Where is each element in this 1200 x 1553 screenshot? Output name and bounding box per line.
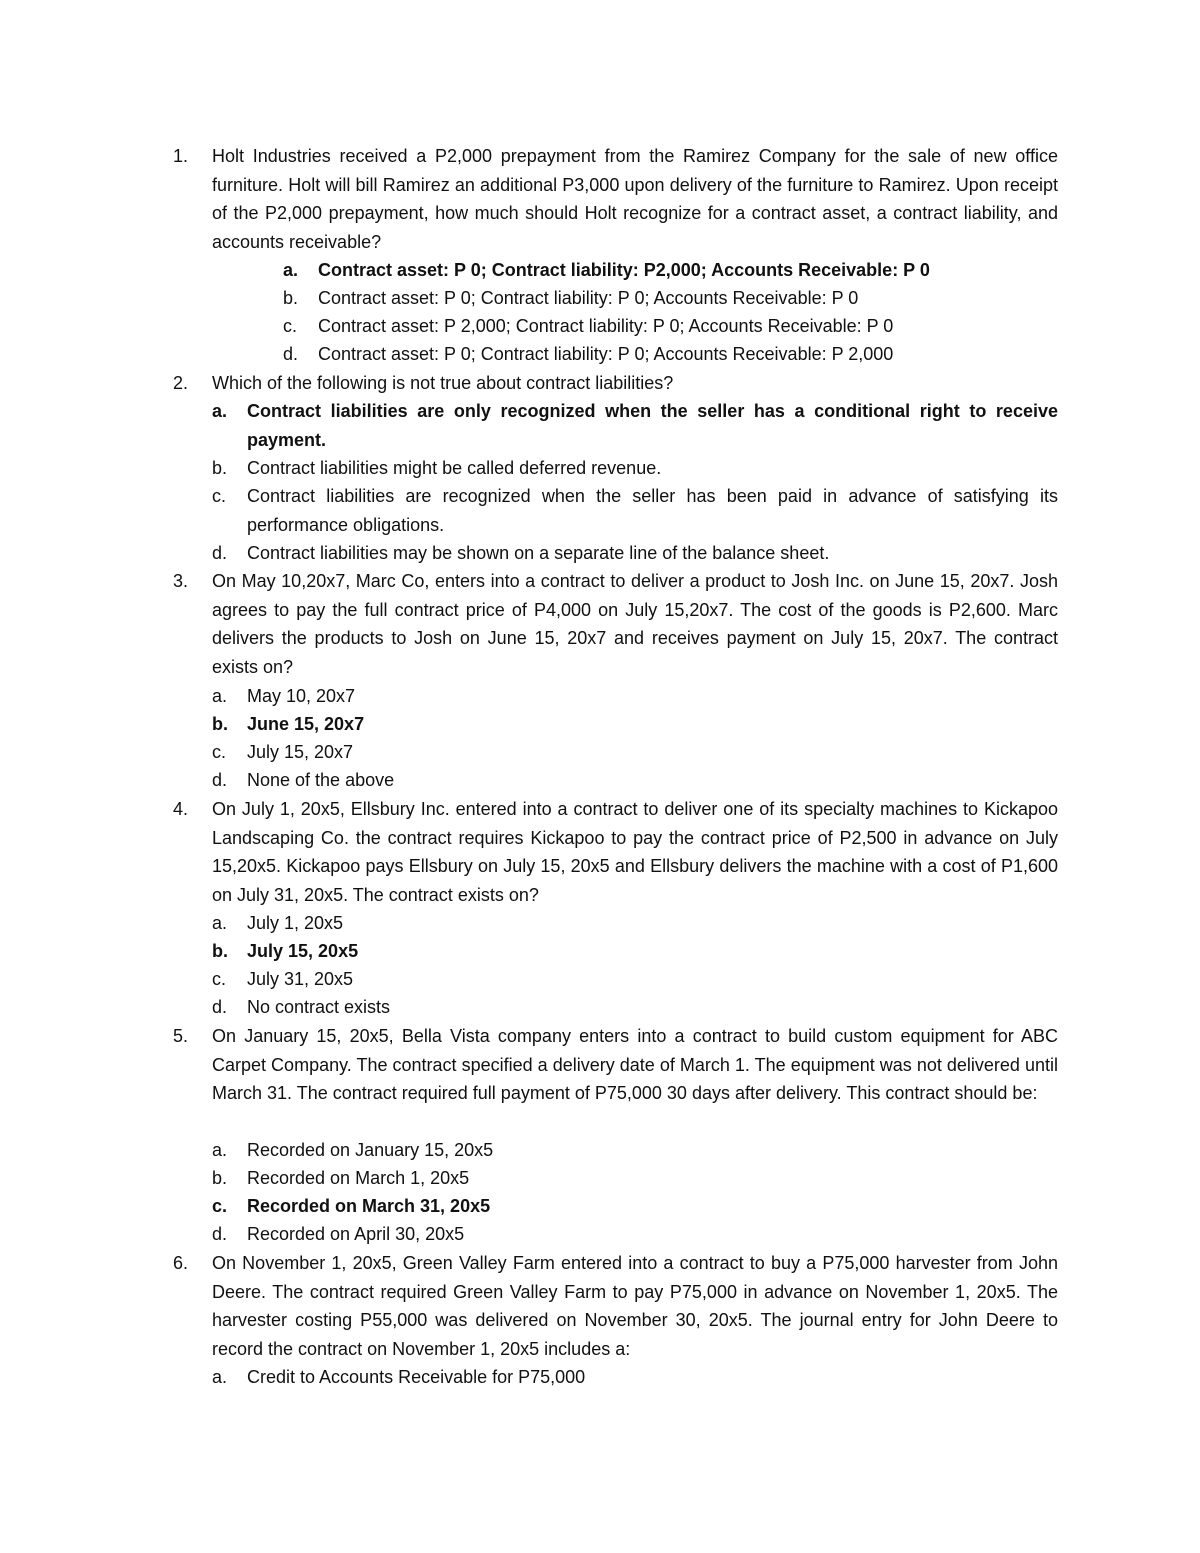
option-text: Recorded on April 30, 20x5 (247, 1224, 465, 1244)
option-letter: d. (212, 543, 228, 563)
option-text: Contract liabilities are recognized when the seller has been paid in advance of satisfying its performance obligations. (247, 486, 1058, 535)
option-text: Recorded on January 15, 20x5 (247, 1140, 494, 1160)
option-letter: c. (212, 742, 227, 762)
question-number: 2. (173, 373, 189, 393)
option-text: Recorded on March 31, 20x5 (247, 1196, 491, 1216)
question-text: On July 1, 20x5, Ellsbury Inc. entered into a contract to deliver one of its specialty machines to Kickapoo Landscaping Co. the contract requires Kickapoo to pay the contract price of P2,500 in advance on July 15,20x5. Kickapoo pays Ellsbury on July 15, 20x5 and Ellsbury delivers the machine with a cost of P1,600 on July 31, 20x5. The contract exists on? (212, 799, 1058, 905)
question-text: On May 10,20x7, Marc Co, enters into a contract to deliver a product to Josh Inc. on June 15, 20x7. Josh agrees to pay the full contract price of P4,000 on July 15,20x7. The cost of the goods is P2,600. Marc delivers the products to Josh on June 15, 20x7 and receives payment on July 15, 20x7. The contract exists on? (212, 571, 1058, 677)
option-letter: a. (212, 401, 228, 421)
question-text: On November 1, 20x5, Green Valley Farm entered into a contract to buy a P75,000 harvester from John Deere. The contract required Green Valley Farm to pay P75,000 in advance on November 1, 20x5. The harvester costing P55,000 was delivered on November 30, 20x5. The journal entry for John Deere to record the contract on November 1, 20x5 includes a: (212, 1253, 1058, 1359)
option-letter: a. (212, 686, 228, 706)
option-text: None of the above (247, 770, 395, 790)
option-letter: b. (212, 458, 228, 478)
option-letter: c. (212, 486, 227, 506)
option-letter: b. (212, 714, 228, 734)
option-letter: b. (283, 288, 299, 308)
option-text: July 15, 20x5 (247, 941, 359, 961)
option-letter: b. (212, 1168, 228, 1188)
question-text: Holt Industries received a P2,000 prepayment from the Ramirez Company for the sale of new office furniture. Holt will bill Ramirez an additional P3,000 upon delivery of the furniture to Ramirez. Upon receipt of the P2,000 prepayment, how much should Holt recognize for a contract asset, a contract liability, and accounts receivable? (212, 146, 1058, 252)
question-number: 4. (173, 799, 189, 819)
option-text: July 31, 20x5 (247, 969, 354, 989)
option-text: No contract exists (247, 997, 391, 1017)
option-text: Contract asset: P 2,000; Contract liability: P 0; Accounts Receivable: P 0 (318, 316, 894, 336)
option-letter: a. (212, 1140, 228, 1160)
question-text: Which of the following is not true about contract liabilities? (212, 373, 674, 393)
option-letter: a. (283, 260, 299, 280)
option-letter: d. (212, 997, 228, 1017)
option-text: July 1, 20x5 (247, 913, 344, 933)
option-text: Recorded on March 1, 20x5 (247, 1168, 470, 1188)
option-letter: d. (283, 344, 299, 364)
option-text: June 15, 20x7 (247, 714, 365, 734)
option-letter: a. (212, 913, 228, 933)
option-letter: c. (212, 1196, 228, 1216)
option-text: Contract asset: P 0; Contract liability: P 0; Accounts Receivable: P 0 (318, 288, 859, 308)
option-text: July 15, 20x7 (247, 742, 354, 762)
option-letter: c. (212, 969, 227, 989)
option-text: Contract liabilities are only recognized when the seller has a conditional right to receive payment. (247, 401, 1058, 450)
option-letter: a. (212, 1367, 228, 1387)
question-number: 5. (173, 1026, 189, 1046)
option-letter: d. (212, 770, 228, 790)
option-text: Contract liabilities might be called deferred revenue. (247, 458, 662, 478)
option-text: May 10, 20x7 (247, 686, 356, 706)
option-text: Contract liabilities may be shown on a separate line of the balance sheet. (247, 543, 830, 563)
question-text: On January 15, 20x5, Bella Vista company enters into a contract to build custom equipment for ABC Carpet Company. The contract specified a delivery date of March 1. The equipment was not delivered until March 31. The contract required full payment of P75,000 30 days after delivery. This contract should be: (212, 1026, 1058, 1103)
option-text: Credit to Accounts Receivable for P75,000 (247, 1367, 586, 1387)
option-text: Contract asset: P 0; Contract liability: P2,000; Accounts Receivable: P 0 (318, 260, 930, 280)
option-text: Contract asset: P 0; Contract liability: P 0; Accounts Receivable: P 2,000 (318, 344, 894, 364)
question-number: 6. (173, 1253, 189, 1273)
option-letter: b. (212, 941, 228, 961)
option-letter: d. (212, 1224, 228, 1244)
question-number: 1. (173, 146, 189, 166)
question-number: 3. (173, 571, 189, 591)
option-letter: c. (283, 316, 298, 336)
